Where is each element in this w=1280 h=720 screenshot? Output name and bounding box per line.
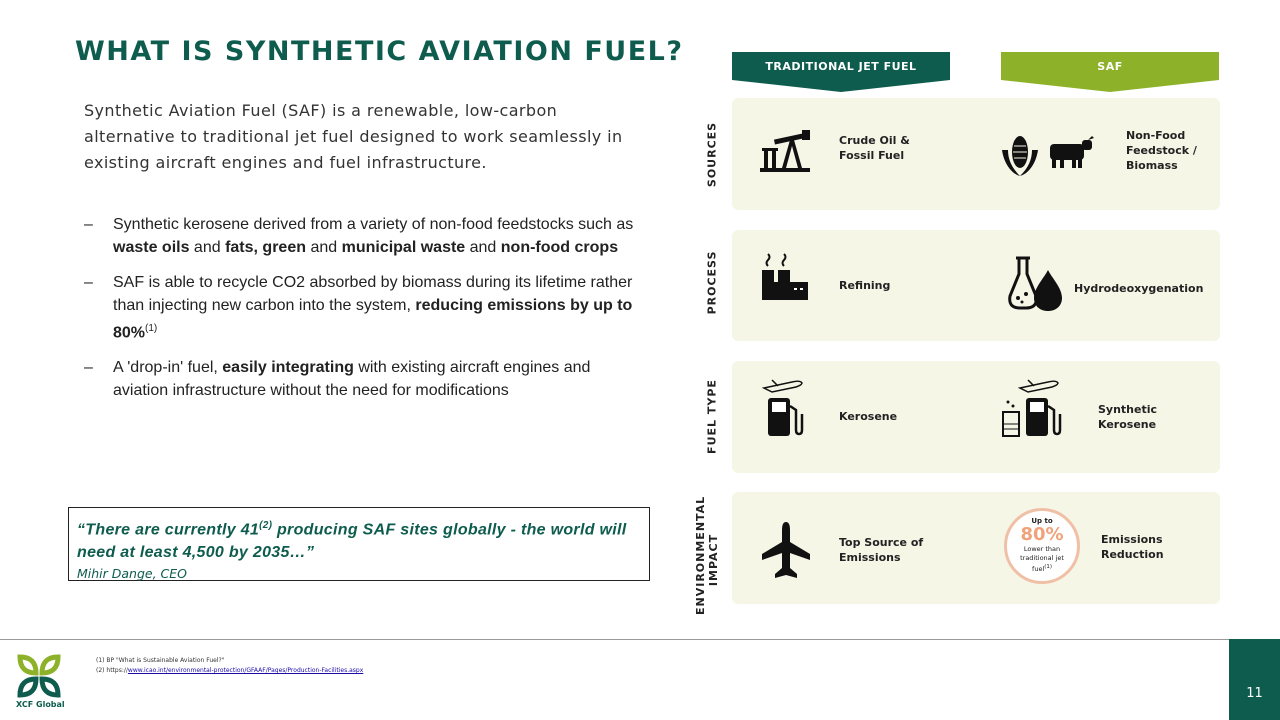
beaker-icon [1000, 398, 1022, 438]
header-arrow [1001, 80, 1219, 92]
airplane-icon [760, 520, 812, 580]
label-hydrodeoxygenation: Hydrodeoxygenation [1074, 282, 1204, 295]
header-arrow [732, 80, 950, 92]
corn-icon [1000, 134, 1040, 178]
row-label-fuel-type: FUEL TYPE [705, 379, 719, 454]
bullet-dash: – [84, 216, 93, 233]
footnote-link[interactable]: www.icao.int/environmental-protection/GFAAF/Pages/Production-Facilities.aspx [127, 667, 364, 674]
row-label-environmental-impact: ENVIRONMENTAL IMPACT [694, 495, 720, 615]
quote-text: “There are currently 41$^{(2)}$ producing SAF sites globally - the world will need at least 4,500 by 2035…” [77, 520, 627, 562]
bullet-dash: – [84, 359, 93, 377]
badge-percentage: 80% [1020, 524, 1064, 545]
bullet-item: – Synthetic kerosene derived from a variety of non-food feedstocks such as waste oils and fats, green and municipal waste and non-food crops [84, 213, 644, 259]
emissions-badge: Up to 80% Lower than traditional jet fuel$^{(1)}$ [1004, 508, 1080, 584]
logo-text: XCF Global [16, 700, 65, 709]
bullet-dash: – [84, 274, 93, 291]
bullet-item: – A 'drop-in' fuel, easily integrating with existing aircraft engines and aviation infrastructure without the need for modifications [84, 356, 644, 402]
ceo-quote-box [68, 507, 650, 581]
flask-droplet-icon [1006, 256, 1064, 312]
cow-icon [1048, 136, 1096, 170]
footnotes [96, 656, 363, 676]
label-kerosene: Kerosene [839, 410, 898, 423]
label-refining: Refining [839, 279, 891, 292]
footnote-2: (2) https://www.icao.int/environmental-protection/GFAAF/Pages/Production-Facilities.aspx [96, 667, 364, 674]
label-emissions-reduction: Emissions Reduction [1101, 533, 1164, 561]
footer-divider [0, 639, 1230, 640]
bullet-list [84, 213, 644, 414]
page-number-box [1229, 639, 1280, 720]
bullet-item: – SAF is able to recycle CO2 absorbed by biomass during its lifetime rather than injecting new carbon into the system, reducing emissions by up to 80%$^{(1)}$ [84, 271, 644, 344]
fuel-pump-icon [1024, 396, 1062, 438]
label-crude-oil: Crude Oil & Fossil Fuel [839, 134, 910, 162]
column-header-saf: SAF [1001, 52, 1219, 80]
label-non-food-feedstock: Non-Food Feedstock / Biomass [1126, 129, 1197, 172]
row-label-sources: SOURCES [705, 121, 719, 188]
column-header-traditional: TRADITIONAL JET FUEL [732, 52, 950, 80]
quote-author: Mihir Dange, CEO [77, 566, 188, 582]
xcf-logo-icon [16, 653, 62, 699]
label-top-source-emissions: Top Source of Emissions [839, 536, 924, 564]
intro-paragraph: Synthetic Aviation Fuel (SAF) is a renewable, low-carbon alternative to traditional jet fuel designed to work seamlessly in existing aircraft engines and fuel infrastructure. [84, 101, 623, 172]
factory-icon [758, 252, 810, 302]
fuel-pump-icon [766, 396, 804, 438]
airplane-takeoff-icon [1018, 378, 1060, 394]
label-synthetic-kerosene: Synthetic Kerosene [1098, 403, 1158, 431]
row-label-process: PROCESS [705, 250, 719, 315]
footnote-1: (1) BP "What is Sustainable Aviation Fuel?" [96, 657, 225, 664]
page-title: WHAT IS SYNTHETIC AVIATION FUEL? [75, 36, 684, 67]
page-number: 11 [1246, 686, 1263, 701]
oil-pump-icon [758, 128, 812, 174]
airplane-takeoff-icon [762, 378, 804, 394]
